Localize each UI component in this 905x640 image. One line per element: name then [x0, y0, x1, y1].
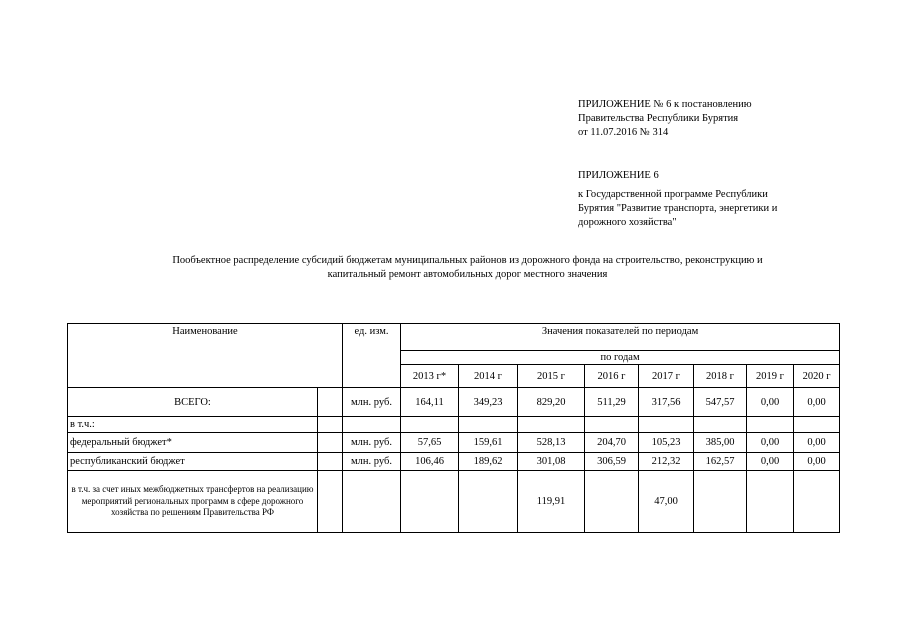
- cell-value: [747, 471, 794, 533]
- cell-value: 204,70: [585, 433, 639, 453]
- header-spacer: [68, 351, 343, 365]
- header-spacer: [343, 351, 401, 365]
- cell-value: 0,00: [794, 453, 840, 471]
- cell-value: [747, 417, 794, 433]
- cell-value: 57,65: [401, 433, 459, 453]
- row-name: федеральный бюджет*: [68, 433, 318, 453]
- column-header-by-years: по годам: [401, 351, 840, 365]
- row-name: в т.ч.:: [68, 417, 318, 433]
- cell-value: 159,61: [459, 433, 518, 453]
- table-row: [68, 453, 840, 471]
- cell-value: 547,57: [694, 388, 747, 417]
- header-line: к Государственной программе Республики: [578, 189, 768, 200]
- cell-value: 189,62: [459, 453, 518, 471]
- table-row: [68, 433, 840, 453]
- row-spacer: [318, 388, 343, 417]
- cell-value: [585, 417, 639, 433]
- cell-value: 511,29: [585, 388, 639, 417]
- cell-value: 47,00: [639, 471, 694, 533]
- cell-value: 0,00: [747, 433, 794, 453]
- year-header: 2018 г: [694, 365, 747, 388]
- cell-value: [694, 471, 747, 533]
- row-unit: [343, 417, 401, 433]
- year-header: 2017 г: [639, 365, 694, 388]
- cell-value: 829,20: [518, 388, 585, 417]
- cell-value: [459, 471, 518, 533]
- appendix-header-resolution: [578, 98, 752, 140]
- year-header: 2013 г*: [401, 365, 459, 388]
- cell-value: 306,59: [585, 453, 639, 471]
- row-unit: млн. руб.: [343, 388, 401, 417]
- row-spacer: [318, 471, 343, 533]
- header-spacer: [343, 365, 401, 388]
- year-header: 2020 г: [794, 365, 840, 388]
- year-header: 2019 г: [747, 365, 794, 388]
- cell-value: 119,91: [518, 471, 585, 533]
- cell-value: [401, 471, 459, 533]
- row-spacer: [318, 417, 343, 433]
- cell-value: 0,00: [747, 388, 794, 417]
- cell-value: [694, 417, 747, 433]
- row-name: ВСЕГО:: [68, 388, 318, 417]
- header-line: Правительства Республики Бурятия: [578, 113, 739, 124]
- header-line: Бурятия "Развитие транспорта, энергетики и: [578, 203, 778, 214]
- cell-value: 0,00: [794, 433, 840, 453]
- cell-value: 528,13: [518, 433, 585, 453]
- cell-value: [639, 417, 694, 433]
- table-row: [68, 388, 840, 417]
- row-name: республиканский бюджет: [68, 453, 318, 471]
- appendix-header-program: [578, 169, 777, 230]
- header-line: от 11.07.2016 № 314: [578, 127, 669, 138]
- cell-value: 0,00: [747, 453, 794, 471]
- table-row: [68, 417, 840, 433]
- year-header: 2014 г: [459, 365, 518, 388]
- cell-value: 212,32: [639, 453, 694, 471]
- header-line: дорожного хозяйства": [578, 217, 677, 228]
- document-title-line: Пообъектное распределение субсидий бюджетам муниципальных районов из дорожного фонда на строительство, реконструкцию и: [172, 255, 763, 266]
- document-title: [60, 254, 875, 282]
- year-header: 2015 г: [518, 365, 585, 388]
- cell-value: 164,11: [401, 388, 459, 417]
- table-row: [68, 471, 840, 533]
- appendix-title: ПРИЛОЖЕНИЕ 6: [578, 170, 659, 181]
- cell-value: [518, 417, 585, 433]
- cell-value: 385,00: [694, 433, 747, 453]
- cell-value: 162,57: [694, 453, 747, 471]
- row-spacer: [318, 453, 343, 471]
- document-title-line: капитальный ремонт автомобильных дорог местного значения: [327, 269, 608, 280]
- header-line: ПРИЛОЖЕНИЕ № 6 к постановлению: [578, 99, 752, 110]
- cell-value: [794, 417, 840, 433]
- cell-value: [794, 471, 840, 533]
- cell-value: [459, 417, 518, 433]
- header-spacer: [68, 365, 343, 388]
- row-spacer: [318, 433, 343, 453]
- column-header-values: Значения показателей по периодам: [401, 324, 840, 351]
- row-name: в т.ч. за счет иных межбюджетных трансфертов на реализацию мероприятий региональных программ в сфере дорожного хозяйства по решениям Правительства РФ: [68, 471, 318, 533]
- column-header-unit: ед. изм.: [343, 324, 401, 351]
- cell-value: 106,46: [401, 453, 459, 471]
- subsidy-table: [67, 323, 840, 533]
- cell-value: [585, 471, 639, 533]
- cell-value: 105,23: [639, 433, 694, 453]
- year-header: 2016 г: [585, 365, 639, 388]
- row-unit: млн. руб.: [343, 433, 401, 453]
- column-header-name: Наименование: [68, 324, 343, 351]
- row-unit: [343, 471, 401, 533]
- cell-value: 0,00: [794, 388, 840, 417]
- cell-value: 301,08: [518, 453, 585, 471]
- row-unit: млн. руб.: [343, 453, 401, 471]
- cell-value: 317,56: [639, 388, 694, 417]
- cell-value: 349,23: [459, 388, 518, 417]
- cell-value: [401, 417, 459, 433]
